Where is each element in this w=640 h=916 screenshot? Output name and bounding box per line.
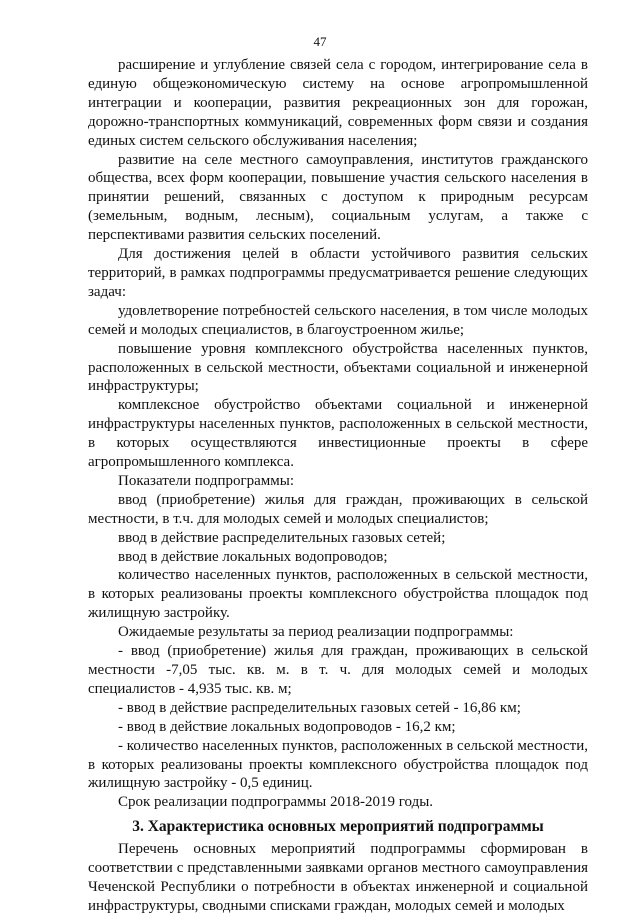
indicator-item: ввод в действие локальных водопроводов; <box>118 548 388 565</box>
indicator-item: количество населенных пунктов, расположенных в сельской местности, в которых реализованы проекты комплексного обустройства площадок под жилищную застройку. <box>88 567 588 622</box>
result-item: - количество населенных пунктов, расположенных в сельской местности, в которых реализованы проекты комплексного обустройства площадок под жилищную застройку - 0,5 единиц. <box>88 737 588 792</box>
result-item: - ввод в действие распределительных газовых сетей - 16,86 км; <box>118 699 521 716</box>
paragraph: развитие на селе местного самоуправления, институтов гражданского общества, всех форм кооперации, повышение участия сельского населения в принятии решений, связанных с доступом к природным ресурсам (земельным, водным, лесным), социальным услугам, а также с перспективами развития сельских поселений. <box>88 151 588 244</box>
document-body <box>88 56 588 916</box>
paragraph: Для достижения целей в области устойчивого развития сельских территорий, в рамках подпрограммы предусматривается решение следующих задач: <box>88 246 588 300</box>
task-item: комплексное обустройство объектами социальной и инженерной инфраструктуры населенных пунктов, расположенных в сельской местности, в которых осуществляются инвестиционные проекты в сфере агропромышленного комплекса. <box>88 397 588 471</box>
implementation-period: Срок реализации подпрограммы 2018-2019 годы. <box>118 794 434 811</box>
indicator-item: ввод (приобретение) жилья для граждан, проживающих в сельской местности, в т.ч. для молодых семей и молодых специалистов; <box>88 491 588 527</box>
task-item: удовлетворение потребностей сельского населения, в том числе молодых семей и молодых специалистов, в благоустроенном жилье; <box>88 302 588 338</box>
task-item: повышение уровня комплексного обустройства населенных пунктов, расположенных в сельской местности, объектами социальной и инженерной инфраструктуры; <box>88 340 588 395</box>
paragraph: расширение и углубление связей села с городом, интегрирование села в единую общеэкономическую систему на основе агропромышленной интеграции и кооперации, развития рекреационных зон для горожан, дорожно-транспортных коммуникаций, современных форм связи и создания единых систем сельского обслуживания населения; <box>88 57 588 149</box>
paragraph: Перечень основных мероприятий подпрограммы сформирован в соответствии с представленными заявками органов местного самоуправления Чеченской Республики о потребности в объектах инженерной и социальной инфраструктуры, сводными списками граждан, молодых семей и молодых <box>88 841 588 914</box>
indicator-item: ввод в действие распределительных газовых сетей; <box>118 529 446 546</box>
result-item: - ввод в действие локальных водопроводов - 16,2 км; <box>118 718 456 735</box>
page-number: 47 <box>313 34 327 49</box>
result-item: - ввод (приобретение) жилья для граждан, проживающих в сельской местности -7,05 тыс. кв. м. в т. ч. для молодых семей и молодых специалистов - 4,935 тыс. кв. м; <box>88 643 588 697</box>
results-heading: Ожидаемые результаты за период реализации подпрограммы: <box>118 624 514 641</box>
indicators-heading: Показатели подпрограммы: <box>118 472 295 489</box>
section-heading: 3. Характеристика основных мероприятий подпрограммы <box>132 818 544 836</box>
